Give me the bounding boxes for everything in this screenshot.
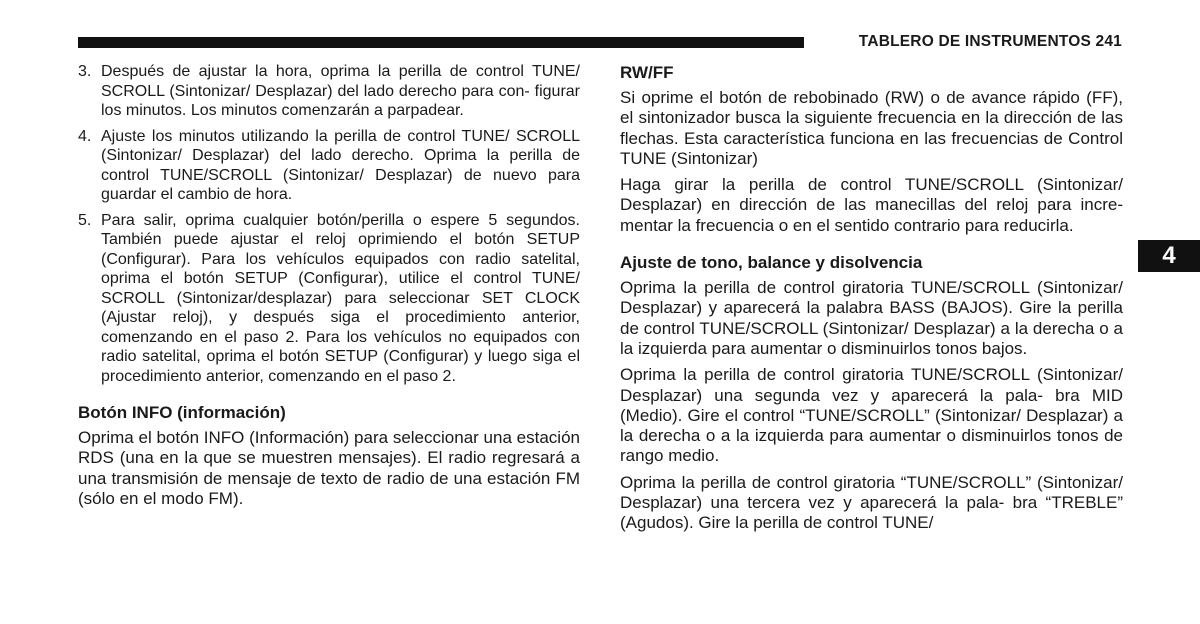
section-heading-info: Botón INFO (información) [78,403,286,422]
left-column [78,62,580,515]
list-text: Después de ajustar la hora, oprima la perilla de control TUNE/ SCROLL (Sintonizar/ Desplazar) del lado derecho para con- figurar los minutos. Los minutos comenzarán a parpadear. [101,63,580,119]
list-number: 3. [78,63,92,80]
tone-paragraph-1: Oprima la perilla de control giratoria TUNE/SCROLL (Sintonizar/ Desplazar) y aparecerá la palabra BASS (BAJOS). Gire la perilla de control TUNE/SCROLL (Sintonizar/ Desplazar) a la derecha o a la izquierda para aumentar o disminuirlos tonos bajos. [620,278,1123,358]
rwff-paragraph-2: Haga girar la perilla de control TUNE/SCROLL (Sintonizar/ Desplazar) en dirección de las manecillas del reloj para incre- mentar la frecuencia o en el sentido contrario para reducirla. [620,175,1123,235]
rwff-paragraph-1: Si oprime el botón de rebobinado (RW) o de avance rápido (FF), el sintonizador busca la siguiente frecuencia en la dirección de las flechas. Esta característica funciona en las frecuencias de Control TUNE (Sintonizar) [620,88,1123,168]
tone-paragraph-3: Oprima la perilla de control giratoria “TUNE/SCROLL” (Sintonizar/ Desplazar) una tercera vez y aparecerá la pala- bra “TREBLE” (Agudos). Gire la perilla de control TUNE/ [620,472,1123,533]
chapter-tab: 4 [1138,240,1200,272]
list-text: Para salir, oprima cualquier botón/perilla o espere 5 segundos. También puede ajustar el reloj oprimiendo el botón SETUP (Configurar). Para los vehículos equipados con radio satelital, oprima el botón SETUP (Configurar), utilice el control TUNE/ SCROLL (Sintonizar/desplazar) para seleccionar SET CLOCK (Ajustar reloj), y después siga el procedimiento anterior, comenzando en el paso 2. Para los vehículos no equipados con radio satelital, oprima el botón SETUP (Configurar) y luego siga el procedimiento anterior, comenzando en el paso 2. [101,211,580,385]
section-heading-rwff: RW/FF [620,63,674,82]
list-item [78,62,580,121]
list-item [78,211,580,387]
list-item [78,127,580,205]
page-header-title: TABLERO DE INSTRUMENTOS 241 [858,33,1122,50]
section-heading-tone: Ajuste de tono, balance y disolvencia [620,253,923,273]
info-paragraph: Oprima el botón INFO (Información) para seleccionar una estación RDS (una en la que se muestren mensajes). El radio regresará a una transmisión de mensaje de texto de radio de una estación FM (sólo en el modo FM). [78,428,580,508]
tone-paragraph-2: Oprima la perilla de control giratoria TUNE/SCROLL (Sintonizar/ Desplazar) una segunda vez y aparecerá la pala- bra MID (Medio). Gire el control “TUNE/SCROLL” (Sintonizar/ Desplazar) a la derecha o a la izquierda para aumentar o disminuirlos tonos de rango medio. [620,365,1123,466]
list-text: Ajuste los minutos utilizando la perilla de control TUNE/ SCROLL (Sintonizar/ Desplazar) del lado derecho. Oprima la perilla de control TUNE/SCROLL (Sintonizar/ Desplazar) de nuevo para guardar el cambio de hora. [101,127,580,203]
right-column [620,62,1123,540]
list-number: 5. [78,211,92,229]
list-number: 4. [78,127,92,145]
header-rule [78,37,804,48]
